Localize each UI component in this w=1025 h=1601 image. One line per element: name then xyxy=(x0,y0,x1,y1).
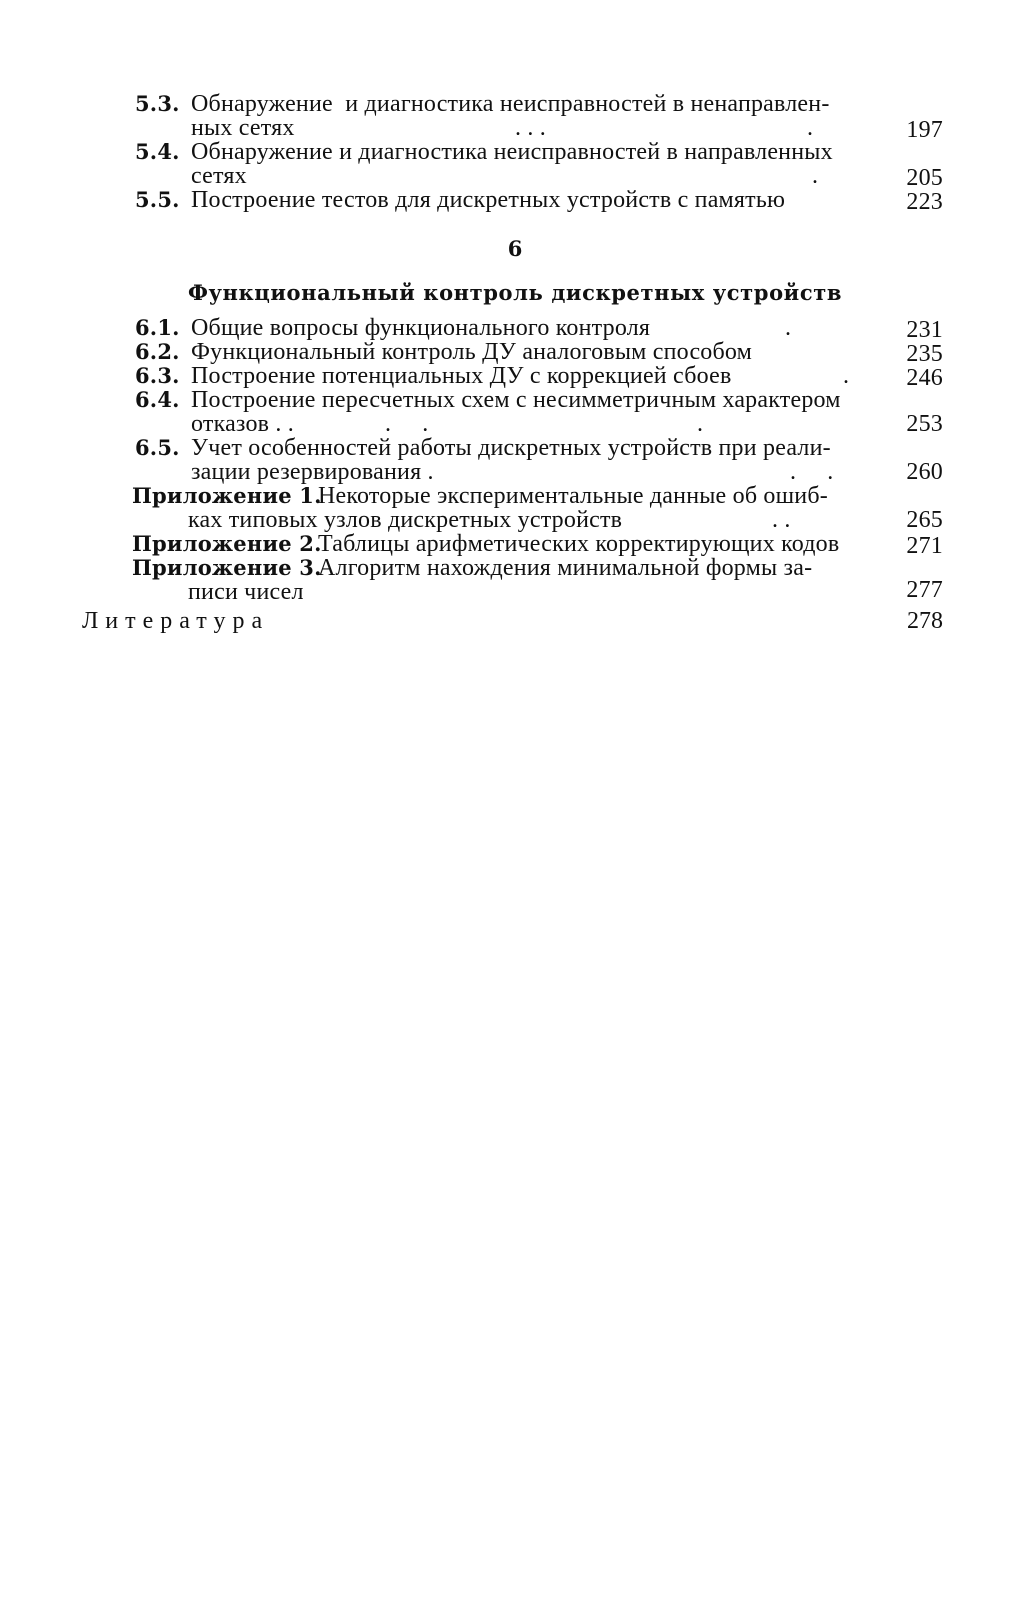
toc-entry-6-1 xyxy=(135,315,943,343)
toc-entry-number: 6.2. xyxy=(135,339,180,364)
toc-entry-page: 253 xyxy=(906,411,943,437)
toc-leader-dot: . xyxy=(807,115,814,141)
toc-entry-number: 5.4. xyxy=(135,139,180,164)
appendix-title-line2: ках типовых узлов дискретных устройств xyxy=(188,507,623,533)
toc-entry-page: 260 xyxy=(906,459,943,485)
literature-label: Литература xyxy=(82,608,270,634)
toc-entry-page: 197 xyxy=(906,117,943,143)
toc-appendix-2 xyxy=(132,531,943,559)
toc-entry-page: 231 xyxy=(906,317,943,343)
toc-entry-page: 235 xyxy=(906,341,943,367)
toc-entry-6-5 xyxy=(135,436,943,484)
toc-entry-6-2 xyxy=(135,339,943,367)
toc-entry-page: 223 xyxy=(906,189,943,215)
toc-entry-title-line1: Функциональный контроль ДУ аналоговым способом xyxy=(191,339,753,365)
chapter-title: Функциональный контроль дискретных устройств xyxy=(187,280,843,305)
toc-entry-6-3 xyxy=(135,363,943,391)
toc-entry-5-4 xyxy=(135,139,943,191)
toc-entry-number: 6.5. xyxy=(135,435,180,460)
toc-appendix-3 xyxy=(132,556,943,604)
toc-entry-number: 6.4. xyxy=(135,387,180,412)
toc-entry-title-line2: сетях xyxy=(191,163,247,189)
chapter-number: 6 xyxy=(507,236,523,261)
toc-leader-dots: . . xyxy=(790,459,834,485)
appendix-label: Приложение 1. xyxy=(132,483,322,508)
toc-leader-dot: . xyxy=(697,411,704,437)
toc-entry-number: 6.1. xyxy=(135,315,180,340)
toc-entry-title-line1: Учет особенностей работы дискретных устройств при реали- xyxy=(191,435,831,461)
toc-leader-dots: . . xyxy=(772,507,791,533)
toc-entry-title-line2: ных сетях xyxy=(191,115,295,141)
toc-entry-number: 6.3. xyxy=(135,363,180,388)
toc-leader-dots: . . . xyxy=(515,115,546,141)
toc-leader-dot: . xyxy=(843,363,850,389)
toc-entry-title-line1: Обнаружение и диагностика неисправностей в ненаправлен- xyxy=(191,91,830,117)
toc-entry-5-3 xyxy=(135,91,943,143)
toc-entry-6-4 xyxy=(135,388,943,436)
literature-page: 278 xyxy=(907,608,943,634)
toc-leader-dot: . xyxy=(785,315,792,341)
toc-entry-title-line1: Обнаружение и диагностика неисправностей в направленных xyxy=(191,139,833,165)
toc-entry-page: 271 xyxy=(906,533,943,559)
toc-entry-title-line1: Построение потенциальных ДУ с коррекцией сбоев xyxy=(191,363,732,389)
toc-entry-page: 277 xyxy=(906,577,943,603)
appendix-title-line2: писи чисел xyxy=(188,579,304,605)
toc-entry-title-line2: зации резервирования . xyxy=(191,459,434,485)
toc-entry-title-line1: Построение тестов для дискретных устройств с памятью xyxy=(191,187,786,213)
toc-entry-title-line2: отказов . . xyxy=(191,411,294,437)
appendix-label: Приложение 2. xyxy=(132,531,322,556)
appendix-title-line1: Некоторые экспериментальные данные об ошиб- xyxy=(318,483,828,509)
toc-entry-page: 265 xyxy=(906,507,943,533)
toc-entry-page: 205 xyxy=(906,165,943,191)
appendix-label: Приложение 3. xyxy=(132,555,322,580)
toc-leader-dot: . xyxy=(812,163,819,189)
toc-leader-dots: . . xyxy=(385,411,429,437)
toc-appendix-1 xyxy=(132,484,943,532)
appendix-title-line1: Алгоритм нахождения минимальной формы за- xyxy=(318,555,813,581)
toc-entry-5-5 xyxy=(135,187,943,215)
toc-entry-title-line1: Построение пересчетных схем с несимметричным характером xyxy=(191,387,841,413)
toc-entry-number: 5.5. xyxy=(135,187,180,212)
toc-entry-page: 246 xyxy=(906,365,943,391)
toc-entry-title-line1: Общие вопросы функционального контроля xyxy=(191,315,651,341)
toc-entry-number: 5.3. xyxy=(135,91,180,116)
appendix-title-line1: Таблицы арифметических корректирующих кодов xyxy=(318,531,840,557)
